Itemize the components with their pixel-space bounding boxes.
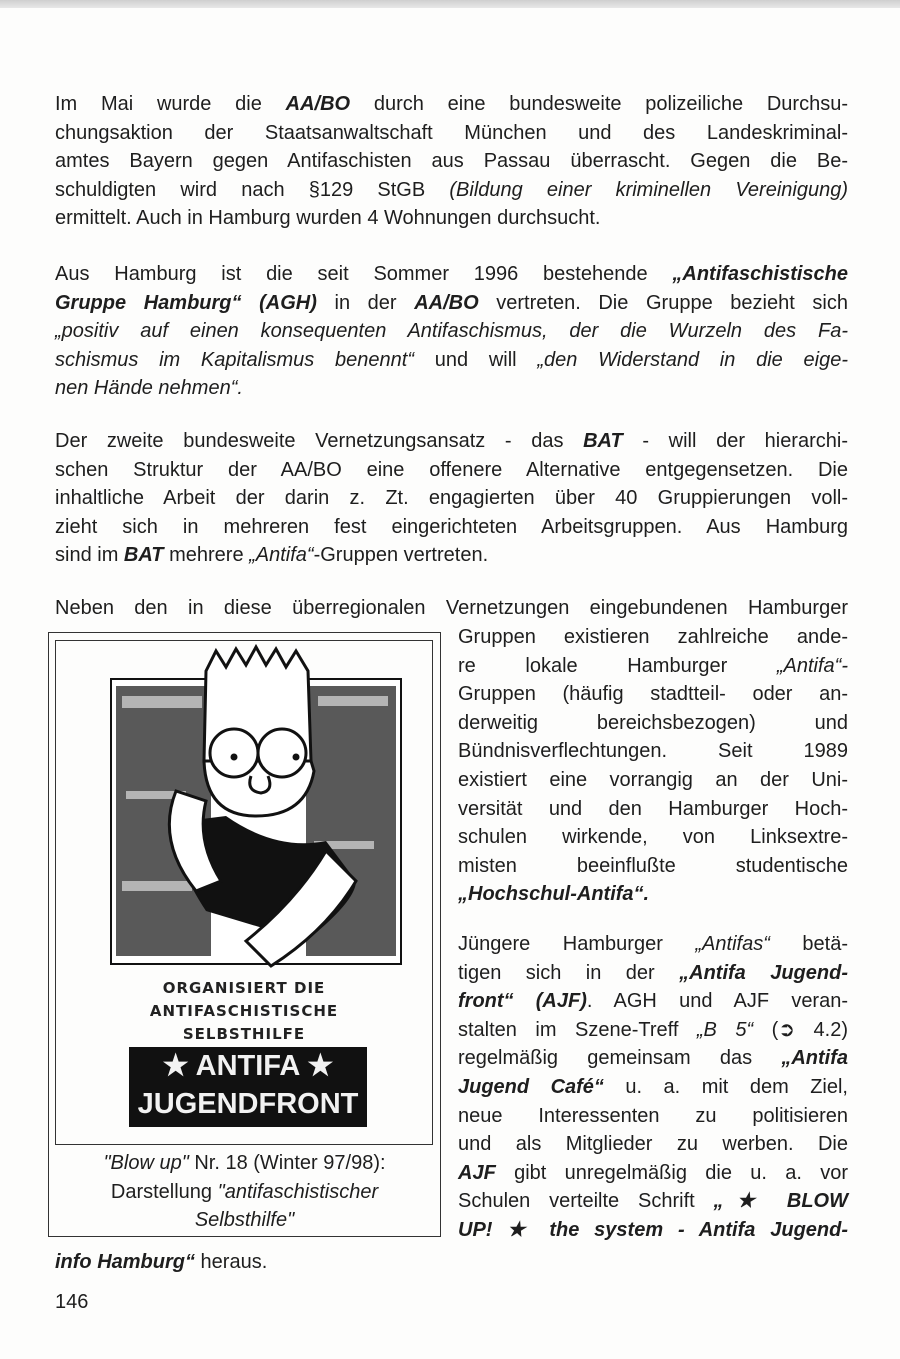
figure-image — [55, 640, 433, 1145]
emphasized-text: AA/BO — [414, 291, 479, 314]
text-run: betä- — [769, 933, 848, 955]
text-run: Schulen verteilte Schrift — [458, 1190, 714, 1213]
text-line — [458, 1044, 848, 1072]
text-run: vertreten. Die Gruppe bezieht sich — [478, 291, 848, 314]
text-line — [458, 737, 848, 765]
emphasized-text: „den Widerstand in die eige- — [537, 348, 848, 371]
emphasized-text: „Antifas“ — [695, 933, 770, 955]
emphasized-text: AJF — [458, 1161, 496, 1184]
text-run: Nr. 18 (Winter 97/98): — [188, 1152, 386, 1174]
text-line — [55, 346, 848, 374]
emphasized-text: BAT — [583, 430, 623, 452]
scan-top-edge — [0, 0, 900, 8]
text-run: und als Mitglieder zu werben. Die — [458, 1133, 848, 1156]
text-line — [458, 823, 848, 851]
antifa-jugendfront-banner — [129, 1047, 367, 1127]
text-line — [55, 289, 848, 317]
text-line — [55, 594, 848, 622]
text-run: schen Struktur der AA/BO eine offenere Alternative entgegensetzen. Die — [55, 458, 848, 481]
text-line — [458, 795, 848, 823]
emphasized-text: „positiv auf einen konsequenten Antifaschismus, der die Wurzeln des Fa- — [55, 320, 848, 343]
text-run: Gruppen (häufig stadtteil- oder an- — [458, 683, 848, 706]
text-line — [458, 880, 848, 908]
text-line — [458, 1130, 848, 1158]
emphasized-text: front“ (AJF) — [458, 990, 587, 1013]
figure-text-line: ANTIFASCHISTISCHE — [149, 1002, 339, 1020]
text-run: existiert eine vorrangig an der Uni- — [458, 769, 848, 791]
text-run: Neben den in diese überregionalen Vernetzungen eingebundenen Hamburger — [55, 597, 848, 619]
text-line — [55, 176, 848, 204]
text-run: -Gruppen vertreten. — [313, 544, 489, 567]
text-run: heraus. — [195, 1251, 268, 1273]
text-line — [55, 90, 848, 118]
text-line — [55, 147, 848, 175]
text-run: durch eine bundesweite polizeiliche Durchsu- — [350, 93, 848, 115]
emphasized-text: BAT — [123, 544, 164, 567]
emphasized-text: „Antifa“- — [776, 654, 848, 677]
emphasized-text: info Hamburg“ — [55, 1251, 195, 1273]
banner-line: ★ ANTIFA ★ — [162, 1050, 334, 1082]
emphasized-text: Selbsthilfe" — [194, 1209, 295, 1232]
caption-line — [49, 1178, 440, 1207]
text-run: schulen wirkende, von Linksextre- — [458, 826, 848, 849]
text-run: Aus Hamburg ist die seit Sommer 1996 bestehende — [55, 263, 673, 285]
text-line — [55, 317, 848, 345]
text-run: Gruppen existieren zahlreiche ande- — [458, 626, 848, 648]
emphasized-text: AA/BO — [285, 93, 351, 115]
emphasized-text: Jugend Café“ — [458, 1076, 604, 1098]
text-run: derweitig bereichsbezogen) und — [458, 711, 848, 734]
text-run: . AGH und AJF veran- — [586, 990, 849, 1013]
text-run: regelmäßig gemeinsam das — [458, 1047, 782, 1070]
text-run: Bündnisverflechtungen. Seit 1989 — [458, 740, 848, 763]
text-run: in der — [316, 291, 415, 314]
text-run: neue Interessenten zu politisieren — [458, 1104, 848, 1127]
text-run: chungsaktion der Staatsanwaltschaft München und des Landeskriminal- — [55, 121, 848, 144]
text-run: sind im — [55, 544, 124, 567]
text-line — [55, 427, 848, 455]
text-line — [458, 852, 848, 880]
text-run: amtes Bayern gegen Antifaschisten aus Passau überrascht. Gegen die Be- — [55, 150, 848, 173]
emphasized-text: schismus im Kapitalismus benennt“ — [55, 348, 414, 371]
emphasized-text: „Antifaschistische — [672, 263, 848, 285]
text-line — [458, 1016, 848, 1044]
text-line — [55, 513, 848, 541]
emphasized-text: „Antifa — [781, 1047, 848, 1070]
emphasized-text: „B 5“ — [696, 1018, 754, 1041]
text-run: versität und den Hamburger Hoch- — [458, 797, 848, 820]
text-line — [458, 1073, 848, 1101]
text-line — [55, 1248, 455, 1276]
caption-line — [49, 1206, 440, 1235]
emphasized-text: (Bildung einer kriminellen Vereinigung) — [449, 178, 848, 201]
text-run: - will der hierarchi- — [622, 430, 848, 452]
text-run: zieht sich in mehreren fest eingerichteten Arbeitsgruppen. Aus Hamburg — [55, 515, 848, 538]
text-run: re lokale Hamburger — [458, 654, 777, 677]
text-run: und will — [413, 348, 538, 371]
text-run: (➲ 4.2) — [753, 1018, 849, 1041]
figure-box — [48, 632, 441, 1237]
text-run: Darstellung — [110, 1180, 218, 1203]
text-line — [458, 1102, 848, 1130]
text-run: gibt unregelmäßig die u. a. vor — [495, 1161, 848, 1184]
text-line — [55, 456, 848, 484]
text-line — [458, 766, 848, 794]
figure-text-line: ORGANISIERT DIE — [162, 979, 326, 997]
emphasized-text: „★ BLOW — [713, 1190, 848, 1213]
text-run: Der zweite bundesweite Vernetzungsansatz - das — [55, 430, 584, 452]
text-line — [55, 119, 848, 147]
text-line — [458, 652, 848, 680]
banner-line: JUGENDFRONT — [137, 1088, 359, 1120]
text-line — [458, 709, 848, 737]
text-run: u. a. mit dem Ziel, — [603, 1076, 848, 1098]
text-line — [55, 260, 848, 288]
text-run: stalten im Szene-Treff — [458, 1018, 697, 1041]
text-line — [458, 959, 848, 987]
emphasized-text: UP! ★ the system - Antifa Jugend- — [458, 1219, 848, 1241]
text-run: Jüngere Hamburger — [458, 933, 696, 955]
text-line — [55, 204, 848, 232]
text-run: misten beeinflußte studentische — [458, 854, 848, 877]
text-line — [458, 1187, 848, 1215]
text-line — [55, 484, 848, 512]
text-run: Im Mai wurde die — [55, 93, 286, 115]
emphasized-text: Gruppe Hamburg“ (AGH) — [55, 291, 317, 314]
text-run: tigen sich in der — [458, 961, 680, 984]
text-line — [458, 1216, 848, 1244]
text-line — [55, 374, 848, 402]
emphasized-text: „Antifa“ — [249, 544, 314, 567]
text-line — [458, 623, 848, 651]
text-line — [458, 987, 848, 1015]
text-run: inhaltliche Arbeit der darin z. Zt. engagierten über 40 Gruppierungen voll- — [55, 487, 848, 510]
text-line — [458, 680, 848, 708]
emphasized-text: "antifaschistischer — [217, 1180, 379, 1203]
text-run: mehrere — [163, 544, 250, 567]
emphasized-text: nen Hände nehmen“. — [55, 377, 243, 400]
caption-line — [49, 1149, 440, 1178]
text-line — [55, 541, 848, 569]
page-number: 146 — [55, 1291, 89, 1313]
text-line — [458, 1159, 848, 1187]
emphasized-text: „Antifa Jugend- — [679, 961, 848, 984]
text-run: ermittelt. Auch in Hamburg wurden 4 Wohnungen durchsucht. — [55, 207, 601, 230]
figure-text-line: SELBSTHILFE — [182, 1025, 306, 1043]
emphasized-text: "Blow up" — [103, 1152, 189, 1174]
text-run: schuldigten wird nach §129 StGB — [55, 178, 450, 201]
emphasized-text: „Hochschul-Antifa“. — [458, 883, 650, 906]
cartoon-illustration — [56, 641, 433, 971]
text-line — [458, 930, 848, 958]
